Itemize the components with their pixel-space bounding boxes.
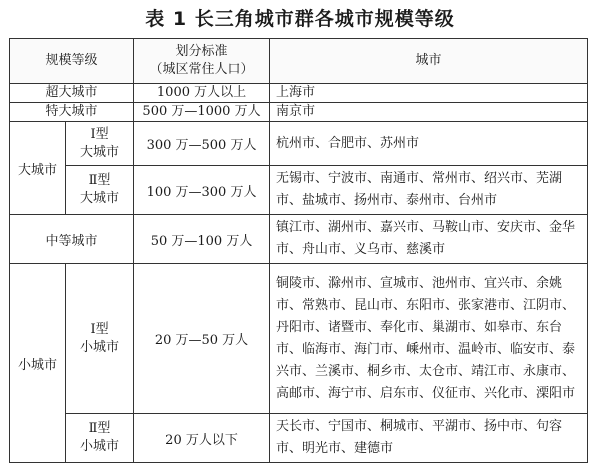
header-standard (134, 39, 270, 84)
city-scale-table (9, 38, 588, 463)
sublevel-line1: Ⅱ型 (88, 421, 111, 436)
cities-cell: 无锡市、宁波市、南通市、常州市、绍兴市、芜湖市、盐城市、扬州市、泰州市、台州市 (270, 166, 588, 215)
cities-cell: 天长市、宁国市、桐城市、平湖市、扬中市、句容市、明光市、建德市 (270, 414, 588, 463)
table-row (10, 166, 588, 215)
sublevel-line2: 小城市 (80, 339, 120, 355)
header-cities: 城市 (270, 39, 588, 84)
cities-cell: 镇江市、湖州市、嘉兴市、马鞍山市、安庆市、金华市、舟山市、义乌市、慈溪市 (270, 215, 588, 264)
sublevel-cell (66, 264, 134, 414)
header-standard-line2: （城区常住人口） (149, 62, 254, 77)
table-row (10, 122, 588, 166)
level-cell: 超大城市 (10, 84, 134, 103)
standard-cell: 500 万—1000 万人 (134, 103, 270, 122)
table-title: 表 1 长三角城市群各城市规模等级 (145, 8, 455, 30)
sublevel-cell (66, 414, 134, 463)
table-row (10, 215, 588, 264)
header-standard-line1: 划分标准 (175, 44, 228, 59)
sublevel-line1: Ⅰ型 (90, 126, 109, 142)
cities-cell: 上海市 (270, 84, 588, 103)
cities-cell: 杭州市、合肥市、苏州市 (270, 122, 588, 166)
standard-cell: 20 万—50 万人 (134, 264, 270, 414)
table-row (10, 103, 588, 122)
table-row (10, 84, 588, 103)
level-cell-small-city: 小城市 (10, 264, 66, 463)
level-cell: 中等城市 (10, 215, 134, 264)
cities-cell: 铜陵市、滁州市、宣城市、池州市、宜兴市、余姚市、常熟市、昆山市、东阳市、张家港市、江阴市、丹阳市、诸暨市、奉化市、巢湖市、如皋市、东台市、临海市、海门市、嵊州市、温岭市、临安市、泰兴市、兰溪市、桐乡市、太仓市、靖江市、永康市、高邮市、海宁市、启东市、仪征市、兴化市、溧阳市 (270, 264, 588, 414)
table-header-row (10, 39, 588, 84)
table-row (10, 414, 588, 463)
sublevel-line1: Ⅱ型 (88, 173, 111, 188)
table-row (10, 264, 588, 414)
level-cell-large-city: 大城市 (10, 122, 66, 215)
header-level: 规模等级 (10, 39, 134, 84)
standard-cell: 300 万—500 万人 (134, 122, 270, 166)
sublevel-line1: Ⅰ型 (90, 321, 109, 337)
level-cell: 特大城市 (10, 103, 134, 122)
standard-cell: 50 万—100 万人 (134, 215, 270, 264)
standard-cell: 20 万人以下 (134, 414, 270, 463)
sublevel-cell (66, 122, 134, 166)
cities-cell: 南京市 (270, 103, 588, 122)
standard-cell: 100 万—300 万人 (134, 166, 270, 215)
standard-cell: 1000 万人以上 (134, 84, 270, 103)
sublevel-cell (66, 166, 134, 215)
sublevel-line2: 大城市 (80, 144, 120, 160)
sublevel-line2: 大城市 (80, 191, 120, 206)
sublevel-line2: 小城市 (80, 439, 120, 454)
